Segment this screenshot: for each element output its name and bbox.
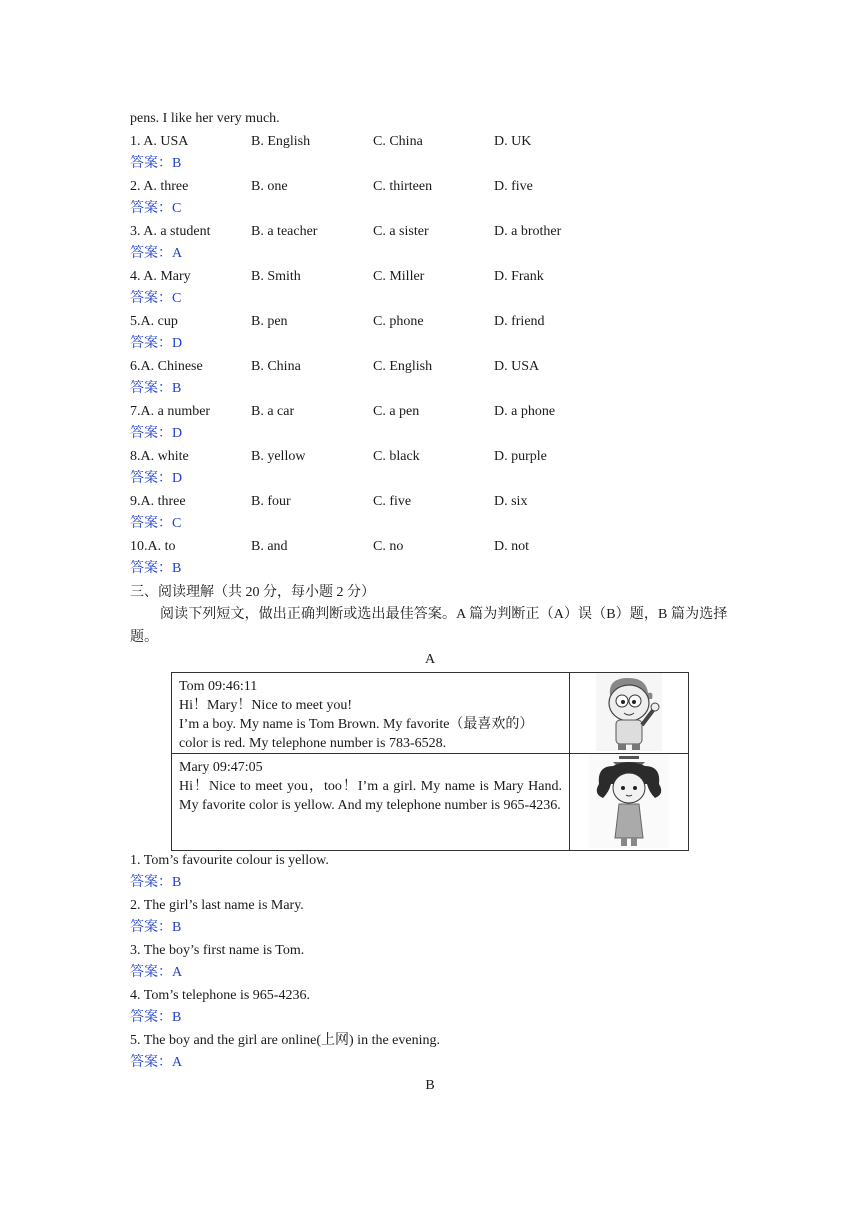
option-d: D. USA — [494, 358, 540, 374]
option-a: 10.A. to — [130, 538, 176, 554]
option-b: B. four — [251, 493, 291, 509]
option-a: 9.A. three — [130, 493, 186, 509]
answer-line: 答案：B — [130, 875, 182, 890]
answer-line: 答案：A — [130, 1055, 183, 1070]
answer-line: 答案：B — [130, 561, 182, 576]
judgement-question: 2. The girl’s last name is Mary. — [130, 897, 304, 913]
option-d: D. six — [494, 493, 528, 509]
chat-header: Mary 09:47:05 — [179, 759, 263, 775]
option-c: C. black — [373, 448, 420, 464]
chat-table-wrap — [130, 672, 730, 850]
answer-line: 答案：C — [130, 291, 182, 306]
passage-a-label: A — [424, 652, 436, 667]
girl-picture-cell — [570, 753, 689, 850]
cloze-question — [130, 266, 730, 289]
option-d: D. Frank — [494, 268, 544, 284]
cloze-question — [130, 131, 730, 154]
answer-line: 答案：A — [130, 246, 183, 261]
option-d: D. a phone — [494, 403, 556, 419]
option-c: C. phone — [373, 313, 424, 329]
chat-table — [171, 672, 689, 851]
option-b: B. pen — [251, 313, 288, 329]
option-d: D. five — [494, 178, 533, 194]
cloze-question — [130, 536, 730, 559]
boy-picture-cell — [570, 672, 689, 753]
cloze-question — [130, 221, 730, 244]
chat-header: Tom 09:46:11 — [179, 678, 258, 694]
chat-message — [172, 753, 570, 850]
boy-cartoon-icon — [596, 673, 662, 751]
cloze-question — [130, 401, 730, 424]
intro-line: pens. I like her very much. — [130, 111, 280, 126]
option-c: C. China — [373, 133, 423, 149]
document-page — [130, 108, 730, 1097]
cloze-question — [130, 176, 730, 199]
judgement-list — [130, 850, 730, 1075]
option-c: C. a sister — [373, 223, 429, 239]
answer-line: 答案：B — [130, 920, 182, 935]
option-b: B. English — [251, 133, 311, 149]
option-b: B. a teacher — [251, 223, 318, 239]
chat-body: Hi！Nice to meet you，too！I’m a girl. My name is Mary Hand. My favorite color is yellow. And my telephone number is 965-4236. — [179, 778, 562, 813]
cloze-question — [130, 491, 730, 514]
option-d: D. UK — [494, 133, 532, 149]
option-d: D. purple — [494, 448, 547, 464]
chat-body: I’m a boy. My name is Tom Brown. My favorite（最喜欢的）color is red. My telephone number is 783-6528. — [179, 716, 534, 751]
option-a: 6.A. Chinese — [130, 358, 203, 374]
option-c: C. English — [373, 358, 433, 374]
option-a: 1. A. USA — [130, 133, 189, 149]
option-a: 4. A. Mary — [130, 268, 191, 284]
option-a: 7.A. a number — [130, 403, 211, 419]
option-c: C. five — [373, 493, 412, 509]
option-a: 3. A. a student — [130, 223, 211, 239]
judgement-question: 1. Tom’s favourite colour is yellow. — [130, 852, 329, 868]
answer-line: 答案：A — [130, 965, 183, 980]
answer-line: 答案：C — [130, 201, 182, 216]
option-a: 5.A. cup — [130, 313, 178, 329]
option-b: B. Smith — [251, 268, 301, 284]
option-b: B. a car — [251, 403, 295, 419]
option-d: D. friend — [494, 313, 545, 329]
option-a: 8.A. white — [130, 448, 189, 464]
option-b: B. China — [251, 358, 301, 374]
judgement-question: 3. The boy’s first name is Tom. — [130, 942, 305, 958]
answer-line: 答案：B — [130, 381, 182, 396]
answer-line: 答案：D — [130, 426, 183, 441]
option-a: 2. A. three — [130, 178, 189, 194]
passage-b-label: B — [425, 1077, 435, 1093]
answer-line: 答案：C — [130, 516, 182, 531]
chat-row-tom — [172, 672, 689, 753]
chat-message — [172, 672, 570, 753]
option-d: D. not — [494, 538, 529, 554]
section-instructions: 阅读下列短文，做出正确判断或选出最佳答案。A 篇为判断正（A）误（B）题，B 篇为选择题。 — [130, 607, 728, 645]
answer-line: 答案：D — [130, 471, 183, 486]
section-heading: 三、阅读理解（共 20 分，每小题 2 分） — [130, 584, 375, 600]
answer-line: 答案：D — [130, 336, 183, 351]
option-c: C. a pen — [373, 403, 420, 419]
girl-cartoon-icon — [589, 754, 669, 848]
option-d: D. a brother — [494, 223, 562, 239]
cloze-question — [130, 311, 730, 334]
cloze-question — [130, 446, 730, 469]
chat-greeting: Hi！Mary！Nice to meet you! — [179, 697, 353, 713]
chat-row-mary — [172, 753, 689, 850]
option-c: C. thirteen — [373, 178, 433, 194]
cloze-question — [130, 356, 730, 379]
option-c: C. Miller — [373, 268, 425, 284]
answer-line: 答案：B — [130, 1010, 182, 1025]
option-b: B. yellow — [251, 448, 306, 464]
judgement-question: 5. The boy and the girl are online(上网) in the evening. — [130, 1032, 440, 1048]
cloze-list — [130, 131, 730, 581]
answer-line: 答案：B — [130, 156, 182, 171]
judgement-question: 4. Tom’s telephone is 965-4236. — [130, 987, 310, 1003]
option-b: B. and — [251, 538, 288, 554]
option-c: C. no — [373, 538, 404, 554]
option-b: B. one — [251, 178, 288, 194]
